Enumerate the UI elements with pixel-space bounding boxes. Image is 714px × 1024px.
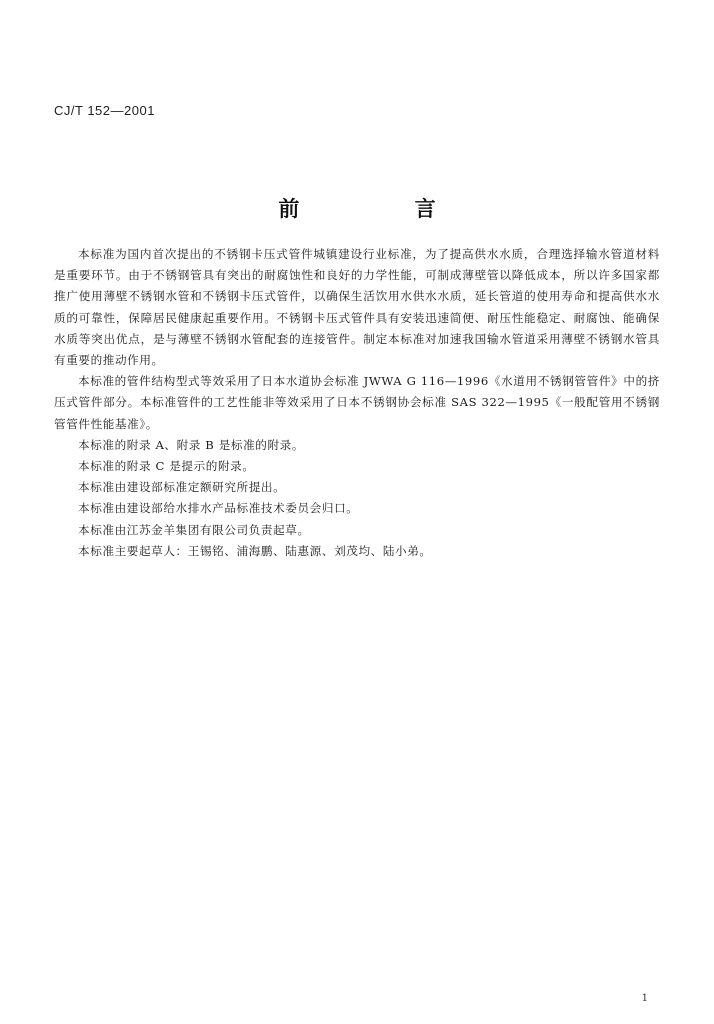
- foreword-body: [54, 244, 660, 562]
- paragraph-structure: 本标准的管件结构型式等效采用了日本水道协会标准 JWWA G 116—1996《水道用不锈钢管管件》中的挤压式管件部分。本标准管件的工艺性能非等效采用了日本不锈钢协会标准 SAS 322—1995《一般配管用不锈钢管管件性能基准》。: [54, 374, 660, 431]
- paragraph-appendix-c: 本标准的附录 C 是提示的附录。: [78, 459, 255, 474]
- paragraph-intro: 本标准为国内首次提出的不锈钢卡压式管件城镇建设行业标准，为了提高供水水质，合理选择输水管道材料是重要环节。由于不锈钢管具有突出的耐腐蚀性和良好的力学性能，可制成薄壁管以降低成本，所以许多国家都推广使用薄壁不锈钢水管和不锈钢卡压式管件，以确保生活饮用水供水水质，延长管道的使用寿命和提高供水水质的可靠性，保障居民健康起重要作用。不锈钢卡压式管件具有安装迅速简便、耐压性能稳定、耐腐蚀、能确保水质等突出优点，是与薄壁不锈钢水管配套的连接管件。制定本标准对加速我国输水管道采用薄壁不锈钢水管具有重要的推动作用。: [54, 247, 660, 368]
- paragraph-drafters: 本标准主要起草人：王锡铭、浦海鹏、陆惠源、刘茂均、陆小弟。: [78, 543, 432, 558]
- paragraph-committee: 本标准由建设部给水排水产品标准技术委员会归口。: [78, 501, 359, 516]
- paragraph-drafter-org: 本标准由江苏金羊集团有限公司负责起草。: [78, 522, 310, 537]
- page-title: 前 言: [278, 197, 490, 221]
- standard-code: CJ/T 152—2001: [54, 103, 155, 118]
- paragraph-appendix-ab: 本标准的附录 A、附录 B 是标准的附录。: [78, 437, 305, 452]
- page-number: 1: [641, 993, 648, 1004]
- paragraph-proposer: 本标准由建设部标准定额研究所提出。: [78, 480, 286, 495]
